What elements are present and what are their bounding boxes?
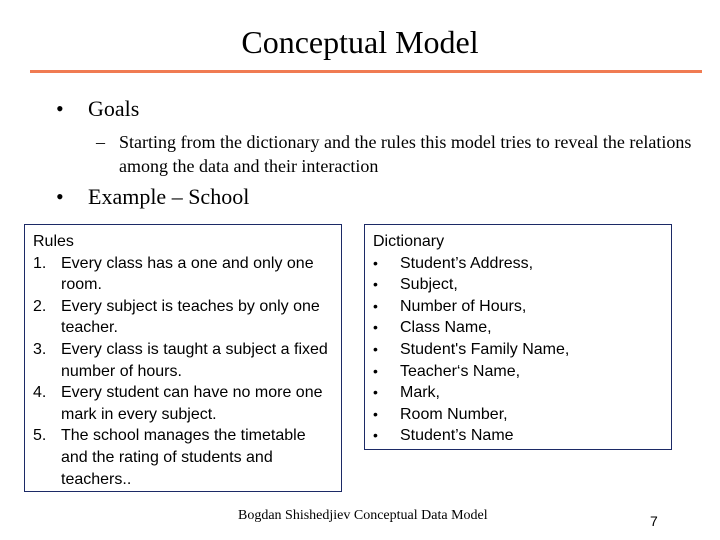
title-divider	[30, 70, 702, 73]
rule-item	[33, 296, 331, 339]
rule-number: 4.	[33, 384, 47, 402]
dictionary-item-text: Student's Family Name,	[400, 340, 570, 358]
bullet-icon: •	[373, 276, 378, 293]
bullet-icon: •	[373, 340, 378, 357]
dictionary-item	[373, 317, 671, 339]
sub-bullet-text: Starting from the dictionary and the rules this model tries to reveal the relations among the data and their interaction	[119, 132, 692, 176]
rules-list	[33, 253, 341, 491]
rule-text: Every class has a one and only one room.	[61, 254, 314, 294]
rules-box	[24, 224, 342, 492]
rule-number: 1.	[33, 254, 47, 272]
dictionary-item	[373, 296, 671, 318]
bullet-icon: •	[373, 384, 378, 401]
rule-item	[33, 382, 331, 425]
bullet-text: Example – School	[88, 184, 250, 209]
bullet-icon: •	[373, 362, 378, 379]
dictionary-item-text: Number of Hours,	[400, 297, 527, 315]
dictionary-item-text: Student’s Address,	[400, 254, 534, 272]
rules-heading: Rules	[33, 233, 74, 250]
bullet-icon: •	[373, 427, 378, 444]
rule-item	[33, 425, 331, 490]
dictionary-item-text: Teacher‘s Name,	[400, 362, 521, 380]
rule-item	[33, 253, 331, 296]
bullet-icon: •	[373, 297, 378, 314]
page-number: 7	[650, 513, 658, 529]
dictionary-list	[373, 253, 671, 447]
dictionary-item	[373, 253, 671, 275]
rule-number: 5.	[33, 427, 47, 445]
dictionary-item	[373, 339, 671, 361]
dictionary-item	[373, 274, 671, 296]
slide-footer: Bogdan Shishedjiev Conceptual Data Model	[238, 508, 488, 523]
rule-text: Every subject is teaches by only one teacher.	[61, 297, 320, 337]
dictionary-item-text: Subject,	[400, 276, 458, 294]
dictionary-item	[373, 361, 671, 383]
dictionary-item-text: Room Number,	[400, 405, 508, 423]
rule-item	[33, 339, 331, 382]
bullet-icon: •	[373, 405, 378, 422]
rule-text: Every class is taught a subject a fixed number of hours.	[61, 340, 328, 380]
bullet-icon: •	[373, 254, 378, 271]
dictionary-item-text: Class Name,	[400, 319, 492, 337]
bullet-text: Goals	[88, 96, 140, 121]
rule-text: The school manages the timetable and the rating of students and teachers..	[61, 427, 306, 488]
dictionary-item	[373, 382, 671, 404]
bullet-marker: •	[56, 184, 64, 209]
dictionary-item	[373, 425, 671, 447]
bullet-icon: •	[373, 319, 378, 336]
dictionary-box	[364, 224, 672, 450]
dictionary-item	[373, 404, 671, 426]
rule-number: 2.	[33, 297, 47, 315]
dictionary-item-text: Student’s Name	[400, 427, 514, 445]
rule-number: 3.	[33, 340, 47, 358]
dictionary-heading: Dictionary	[373, 233, 445, 250]
slide-title: Conceptual Model	[241, 24, 479, 60]
dictionary-item-text: Mark,	[400, 384, 440, 402]
dash-marker: –	[96, 132, 105, 152]
rule-text: Every student can have no more one mark in every subject.	[61, 384, 323, 423]
bullet-marker: •	[56, 96, 64, 121]
